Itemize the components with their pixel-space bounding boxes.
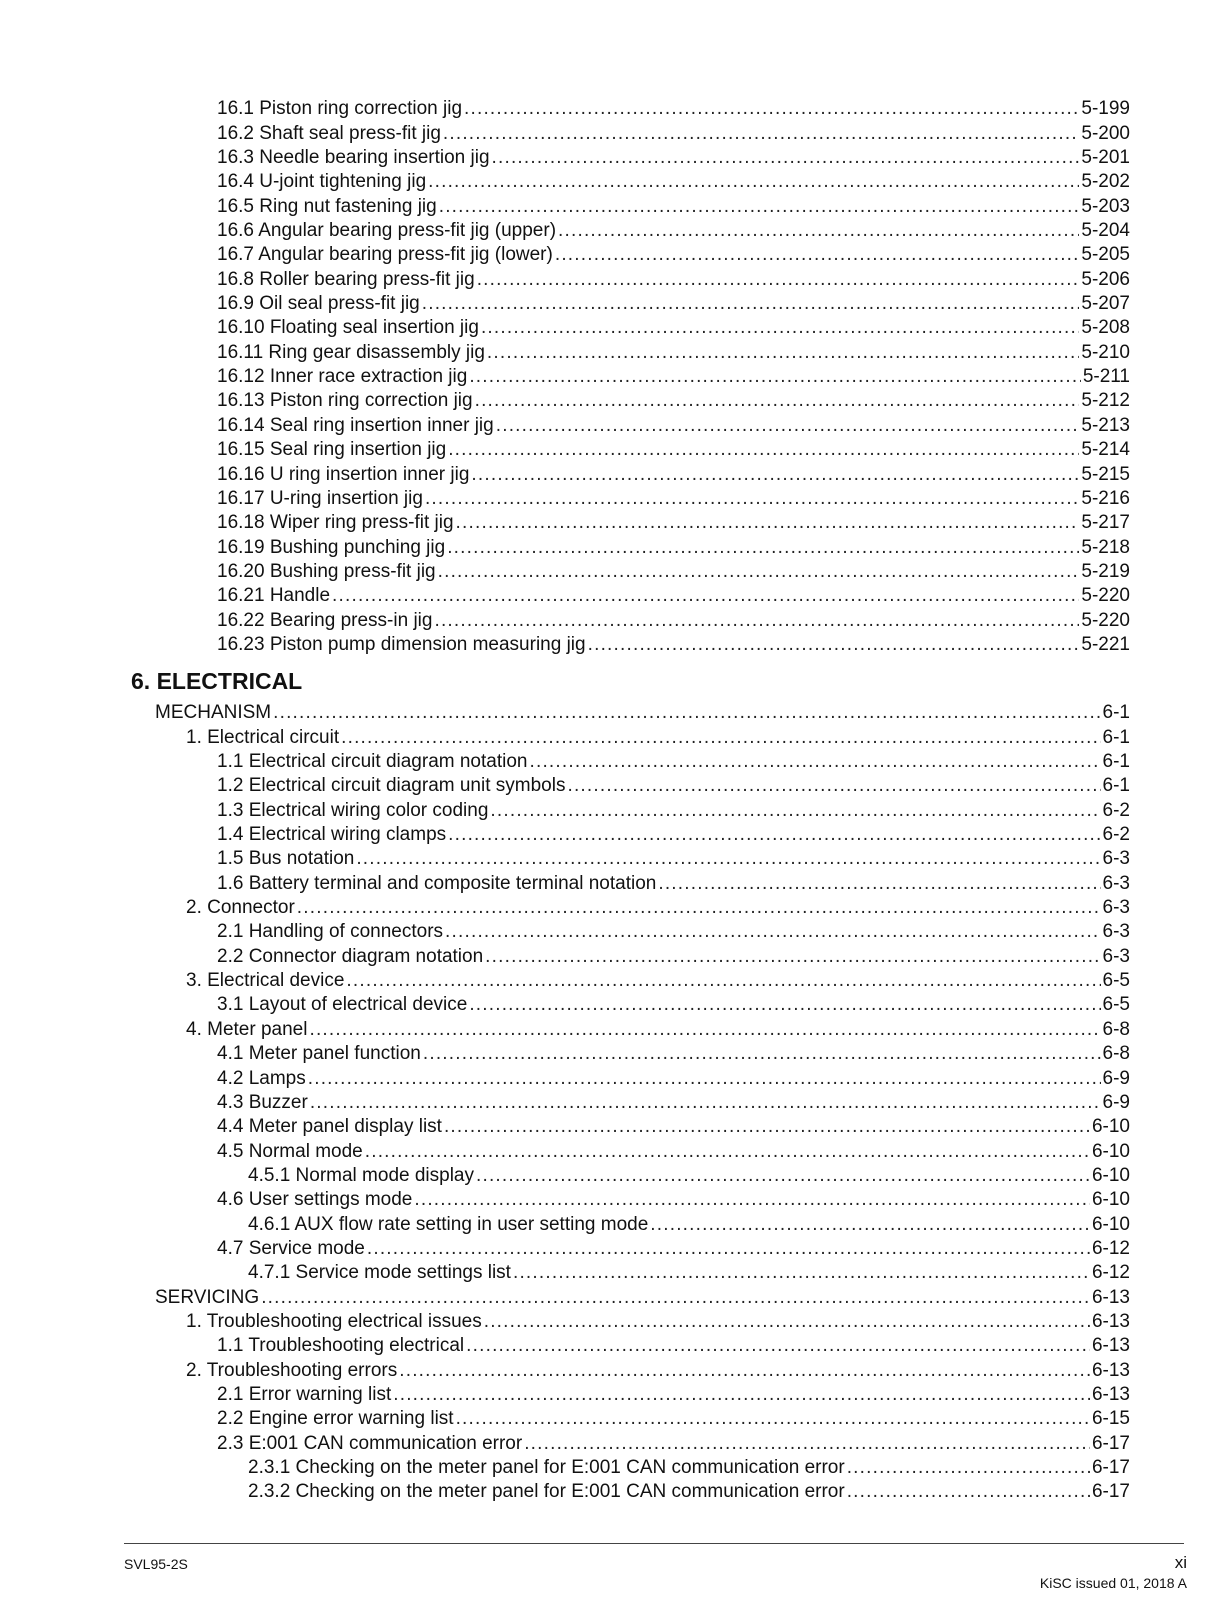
toc-entry-page: 5-203 xyxy=(1081,195,1130,217)
toc-entry xyxy=(0,120,1229,144)
toc-entry-title: 16.5 Ring nut fastening jig xyxy=(217,195,437,217)
toc-entry xyxy=(0,1260,1229,1284)
toc-entry-page: 6-3 xyxy=(1102,848,1130,870)
toc-entry xyxy=(0,1333,1229,1357)
toc-dot-leader xyxy=(456,512,1080,534)
toc-entry-page: 6-1 xyxy=(1102,751,1130,773)
toc-entry xyxy=(0,583,1229,607)
toc-entry-page: 5-218 xyxy=(1081,536,1130,558)
toc-entry-title: 2.3.2 Checking on the meter panel for E:001 CAN communication error xyxy=(248,1481,845,1503)
toc-entry-title: 16.15 Seal ring insertion jig xyxy=(217,439,447,461)
toc-entry xyxy=(0,1357,1229,1381)
toc-entry xyxy=(0,1309,1229,1333)
toc-entry-page: 6-17 xyxy=(1091,1481,1130,1503)
toc-entry-title: 2.2 Engine error warning list xyxy=(217,1408,454,1430)
toc-entry xyxy=(0,1455,1229,1479)
toc-entry-title: 1.1 Electrical circuit diagram notation xyxy=(217,751,528,773)
toc-entry-title: 2.3 E:001 CAN communication error xyxy=(217,1432,523,1454)
toc-dot-leader xyxy=(443,123,1080,145)
toc-dot-leader xyxy=(524,1433,1090,1455)
toc-entry xyxy=(0,315,1229,339)
toc-entry-title: 16.4 U-joint tightening jig xyxy=(217,171,427,193)
toc-entry-page: 6-10 xyxy=(1091,1213,1130,1235)
toc-dot-leader xyxy=(448,824,1100,846)
toc-dot-leader xyxy=(273,702,1100,724)
toc-entry-title: 16.16 U ring insertion inner jig xyxy=(217,463,470,485)
toc-entry-page: 6-17 xyxy=(1091,1457,1130,1478)
toc-entry xyxy=(0,1479,1229,1503)
toc-entry-page: 6-10 xyxy=(1091,1116,1130,1138)
toc-entry-page: 5-219 xyxy=(1081,560,1130,582)
toc-dot-leader xyxy=(555,244,1080,266)
toc-entry-title: 16.22 Bearing press-in jig xyxy=(217,609,433,631)
toc-dot-leader xyxy=(309,1019,1100,1041)
footer-model-code: SVL95-2S xyxy=(124,1556,188,1572)
toc-entry-page: 6-10 xyxy=(1091,1140,1130,1162)
toc-dot-leader xyxy=(476,1165,1090,1187)
toc-dot-leader xyxy=(399,1360,1090,1382)
toc-section-6-electrical xyxy=(0,700,1229,1503)
toc-entry xyxy=(0,773,1229,797)
toc-dot-leader xyxy=(650,1214,1090,1236)
toc-entry-page: 5-216 xyxy=(1081,487,1130,509)
toc-dot-leader xyxy=(422,293,1080,315)
toc-dot-leader xyxy=(490,800,1100,822)
toc-entry-page: 6-8 xyxy=(1102,1043,1130,1065)
toc-dot-leader xyxy=(492,147,1080,169)
toc-entry-title: 1. Troubleshooting electrical issues xyxy=(186,1310,482,1332)
toc-entry-page: 5-200 xyxy=(1081,122,1130,144)
toc-entry xyxy=(0,607,1229,631)
toc-entry-title: 2.1 Handling of connectors xyxy=(217,921,444,943)
toc-entry-page: 6-13 xyxy=(1091,1383,1130,1405)
toc-dot-leader xyxy=(444,1116,1090,1138)
toc-entry xyxy=(0,242,1229,266)
toc-entry-title: 16.12 Inner race extraction jig xyxy=(217,366,468,388)
toc-dot-leader xyxy=(558,220,1079,242)
toc-dot-leader xyxy=(434,610,1079,632)
toc-entry-page: 6-3 xyxy=(1102,897,1130,919)
toc-entry-title: 2. Connector xyxy=(186,897,295,919)
toc-entry xyxy=(0,437,1229,461)
toc-entry-title: 16.1 Piston ring correction jig xyxy=(217,98,463,120)
toc-dot-leader xyxy=(847,1481,1090,1503)
toc-entry-page: 5-217 xyxy=(1081,512,1130,534)
toc-dot-leader xyxy=(469,366,1081,388)
toc-dot-leader xyxy=(346,970,1100,992)
footer-page-number: xi xyxy=(1174,1553,1187,1572)
toc-entry-page: 6-10 xyxy=(1091,1164,1130,1186)
toc-entry xyxy=(0,169,1229,193)
toc-dot-leader xyxy=(308,1068,1101,1090)
toc-entry-title: 4.6 User settings mode xyxy=(217,1189,413,1211)
toc-entry-title: 16.17 U-ring insertion jig xyxy=(217,487,423,509)
toc-entry-page: 6-3 xyxy=(1102,921,1130,943)
toc-dot-leader xyxy=(423,1043,1101,1065)
toc-entry xyxy=(0,96,1229,120)
toc-entry xyxy=(0,266,1229,290)
toc-dot-leader xyxy=(341,727,1100,749)
toc-entry xyxy=(0,193,1229,217)
toc-entry-title: 1.2 Electrical circuit diagram unit symbols xyxy=(217,775,566,797)
toc-entry-title: 4.3 Buzzer xyxy=(217,1091,308,1113)
toc-section-5-continued xyxy=(0,96,1229,656)
toc-dot-leader xyxy=(367,1238,1090,1260)
toc-entry xyxy=(0,822,1229,846)
toc-entry xyxy=(0,1211,1229,1235)
toc-entry-page: 6-15 xyxy=(1091,1408,1130,1430)
toc-entry xyxy=(0,559,1229,583)
toc-dot-leader xyxy=(297,897,1101,919)
toc-dot-leader xyxy=(496,415,1080,437)
toc-entry-title: 2. Troubleshooting errors xyxy=(186,1359,398,1381)
toc-entry xyxy=(0,364,1229,388)
toc-dot-leader xyxy=(428,171,1079,193)
toc-entry xyxy=(0,943,1229,967)
toc-dot-leader xyxy=(484,1311,1090,1333)
toc-entry-page: 6-17 xyxy=(1091,1432,1130,1454)
toc-entry-title: 16.9 Oil seal press-fit jig xyxy=(217,293,420,315)
toc-entry xyxy=(0,992,1229,1016)
toc-entry-title: 16.6 Angular bearing press-fit jig (upper) xyxy=(217,220,557,242)
toc-dot-leader xyxy=(438,561,1080,583)
toc-dot-leader xyxy=(469,994,1100,1016)
toc-entry xyxy=(0,1236,1229,1260)
toc-entry-page: 6-12 xyxy=(1091,1237,1130,1259)
toc-dot-leader xyxy=(567,775,1100,797)
toc-dot-leader xyxy=(529,751,1100,773)
toc-entry-title: 4.5 Normal mode xyxy=(217,1140,363,1162)
toc-entry-title: 16.7 Angular bearing press-fit jig (lower) xyxy=(217,244,553,266)
toc-entry-title: 16.21 Handle xyxy=(217,585,331,607)
toc-entry-page: 6-1 xyxy=(1102,702,1130,724)
toc-entry xyxy=(0,218,1229,242)
toc-entry xyxy=(0,700,1229,724)
toc-entry-page: 5-205 xyxy=(1081,244,1130,266)
footer-issue-info: KiSC issued 01, 2018 A xyxy=(1039,1575,1187,1591)
toc-entry-title: 3.1 Layout of electrical device xyxy=(217,994,468,1016)
toc-entry-page: 5-211 xyxy=(1082,366,1130,388)
toc-dot-leader xyxy=(487,342,1079,364)
chapter-title: 6. ELECTRICAL xyxy=(131,668,303,694)
toc-entry-page: 6-13 xyxy=(1091,1310,1130,1332)
toc-entry-page: 5-199 xyxy=(1081,98,1130,120)
toc-entry-title: 16.10 Floating seal insertion jig xyxy=(217,317,479,339)
toc-dot-leader xyxy=(310,1092,1101,1114)
toc-dot-leader xyxy=(447,537,1079,559)
toc-entry xyxy=(0,461,1229,485)
toc-entry xyxy=(0,339,1229,363)
toc-entry-page: 6-1 xyxy=(1102,726,1130,748)
toc-entry-title: 4.7.1 Service mode settings list xyxy=(248,1262,511,1284)
toc-entry-title: SERVICING xyxy=(155,1286,260,1308)
toc-entry xyxy=(0,870,1229,894)
toc-entry xyxy=(0,534,1229,558)
toc-entry-page: 6-3 xyxy=(1102,945,1130,967)
toc-entry-page: 6-2 xyxy=(1102,799,1130,821)
toc-entry-title: MECHANISM xyxy=(155,702,272,724)
toc-entry-page: 5-208 xyxy=(1081,317,1130,339)
toc-dot-leader xyxy=(448,439,1079,461)
toc-entry-page: 6-2 xyxy=(1102,824,1130,846)
toc-entry xyxy=(0,1138,1229,1162)
toc-entry xyxy=(0,1406,1229,1430)
toc-entry xyxy=(0,145,1229,169)
toc-entry xyxy=(0,1382,1229,1406)
footer-divider xyxy=(124,1543,1184,1544)
toc-entry-page: 5-204 xyxy=(1081,220,1130,242)
toc-entry-page: 5-206 xyxy=(1081,268,1130,290)
toc-entry-page: 5-212 xyxy=(1081,390,1130,412)
toc-dot-leader xyxy=(471,464,1079,486)
toc-entry xyxy=(0,919,1229,943)
toc-entry-title: 3. Electrical device xyxy=(186,970,345,992)
toc-entry-page: 5-220 xyxy=(1081,585,1130,607)
toc-entry-title: 1.3 Electrical wiring color coding xyxy=(217,799,489,821)
toc-entry-page: 6-5 xyxy=(1102,994,1130,1016)
toc-entry-page: 5-221 xyxy=(1081,633,1130,655)
toc-entry-page: 6-13 xyxy=(1091,1286,1130,1308)
toc-entry xyxy=(0,1284,1229,1308)
toc-entry-page: 5-210 xyxy=(1081,341,1130,363)
toc-dot-leader xyxy=(456,1408,1090,1430)
toc-entry-page: 6-13 xyxy=(1091,1359,1130,1381)
toc-entry-page: 5-220 xyxy=(1081,609,1130,631)
toc-dot-leader xyxy=(439,196,1080,218)
toc-entry-title: 1.5 Bus notation xyxy=(217,848,355,870)
toc-dot-leader xyxy=(464,98,1079,120)
toc-entry-title: 2.1 Error warning list xyxy=(217,1383,392,1405)
toc-entry-page: 6-12 xyxy=(1091,1262,1130,1284)
toc-entry-title: 1.4 Electrical wiring clamps xyxy=(217,824,447,846)
toc-entry-page: 5-207 xyxy=(1081,293,1130,315)
toc-entry xyxy=(0,1163,1229,1187)
toc-entry xyxy=(0,749,1229,773)
toc-entry xyxy=(0,1016,1229,1040)
toc-entry-title: 16.19 Bushing punching jig xyxy=(217,536,446,558)
toc-entry-page: 6-3 xyxy=(1102,872,1130,894)
toc-dot-leader xyxy=(658,873,1100,895)
toc-dot-leader xyxy=(393,1384,1090,1406)
toc-entry-title: 16.11 Ring gear disassembly jig xyxy=(217,341,485,363)
toc-dot-leader xyxy=(513,1262,1090,1284)
toc-entry-title: 4.4 Meter panel display list xyxy=(217,1116,442,1138)
toc-entry-title: 16.3 Needle bearing insertion jig xyxy=(217,147,490,169)
toc-entry xyxy=(0,291,1229,315)
toc-entry-page: 5-214 xyxy=(1081,439,1130,461)
toc-entry-title: 16.20 Bushing press-fit jig xyxy=(217,560,436,582)
toc-entry-page: 6-13 xyxy=(1091,1335,1130,1357)
toc-entry xyxy=(0,895,1229,919)
toc-entry xyxy=(0,1065,1229,1089)
toc-entry-title: 1.1 Troubleshooting electrical xyxy=(217,1335,465,1357)
toc-entry-title: 2.2 Connector diagram notation xyxy=(217,945,484,967)
toc-dot-leader xyxy=(485,946,1100,968)
toc-entry-page: 6-10 xyxy=(1091,1189,1130,1211)
toc-entry-title: 4.7 Service mode xyxy=(217,1237,365,1259)
toc-entry-title: 4.2 Lamps xyxy=(217,1067,306,1089)
toc-entry xyxy=(0,846,1229,870)
toc-entry-title: 4.1 Meter panel function xyxy=(217,1043,421,1065)
toc-dot-leader xyxy=(466,1335,1090,1357)
toc-entry-page: 5-215 xyxy=(1081,463,1130,485)
toc-entry xyxy=(0,797,1229,821)
toc-entry xyxy=(0,486,1229,510)
toc-dot-leader xyxy=(365,1141,1090,1163)
toc-entry-page: 6-1 xyxy=(1102,775,1130,797)
toc-dot-leader xyxy=(481,317,1079,339)
toc-entry xyxy=(0,510,1229,534)
toc-dot-leader xyxy=(588,634,1080,656)
toc-entry-page: 6-8 xyxy=(1102,1018,1130,1040)
toc-entry xyxy=(0,1114,1229,1138)
toc-entry-title: 16.23 Piston pump dimension measuring jig xyxy=(217,633,586,655)
toc-entry xyxy=(0,412,1229,436)
toc-dot-leader xyxy=(445,921,1100,943)
toc-dot-leader xyxy=(425,488,1079,510)
toc-entry-title: 16.2 Shaft seal press-fit jig xyxy=(217,122,441,144)
toc-entry-title: 16.8 Roller bearing press-fit jig xyxy=(217,268,475,290)
toc-dot-leader xyxy=(477,269,1080,291)
toc-entry-title: 16.13 Piston ring correction jig xyxy=(217,390,473,412)
toc-entry xyxy=(0,1090,1229,1114)
toc-entry-title: 1.6 Battery terminal and composite terminal notation xyxy=(217,872,657,894)
toc-entry-page: 6-9 xyxy=(1102,1091,1130,1113)
toc-entry-title: 4.6.1 AUX flow rate setting in user setting mode xyxy=(248,1213,649,1235)
toc-entry xyxy=(0,968,1229,992)
toc-entry-title: 16.18 Wiper ring press-fit jig xyxy=(217,512,454,534)
toc-dot-leader xyxy=(332,585,1079,607)
toc-entry-title: 2.3.1 Checking on the meter panel for E:001 CAN communication error xyxy=(248,1457,845,1478)
toc-dot-leader xyxy=(414,1189,1090,1211)
toc-entry-page: 5-202 xyxy=(1081,171,1130,193)
toc-entry xyxy=(0,1041,1229,1065)
toc-entry xyxy=(0,388,1229,412)
toc-dot-leader xyxy=(475,390,1080,412)
toc-entry xyxy=(0,1430,1229,1454)
toc-dot-leader xyxy=(356,848,1100,870)
toc-entry-title: 4.5.1 Normal mode display xyxy=(248,1164,474,1186)
toc-dot-leader xyxy=(847,1457,1090,1479)
toc-entry xyxy=(0,1187,1229,1211)
toc-dot-leader xyxy=(261,1287,1090,1309)
toc-entry xyxy=(0,632,1229,656)
toc-entry-page: 5-213 xyxy=(1081,414,1130,436)
toc-entry-title: 4. Meter panel xyxy=(186,1018,308,1040)
toc-entry-page: 6-9 xyxy=(1102,1067,1130,1089)
toc-entry-page: 5-201 xyxy=(1081,147,1130,169)
toc-entry-title: 1. Electrical circuit xyxy=(186,726,340,748)
toc-entry xyxy=(0,724,1229,748)
toc-entry-page: 6-5 xyxy=(1102,970,1130,992)
toc-entry-title: 16.14 Seal ring insertion inner jig xyxy=(217,414,494,436)
